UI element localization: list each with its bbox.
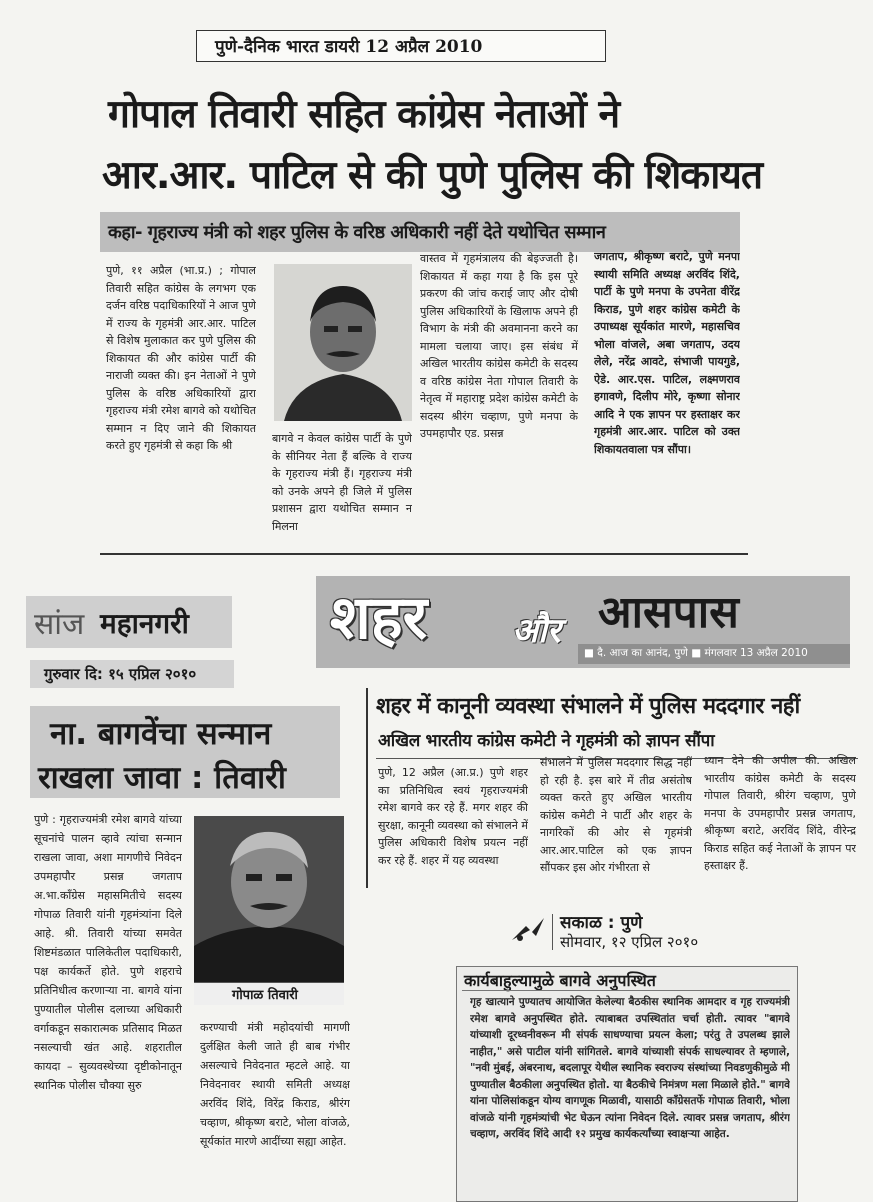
- clip3-masthead-c: आसपास: [598, 587, 739, 638]
- clip4-masthead: सकाळ : पुणे: [560, 913, 643, 933]
- clip4-date: सोमवार, १२ एप्रिल २०१०: [560, 933, 699, 951]
- clip1-bottom-rule: [100, 553, 748, 555]
- clip2-headline-line1: ना. बागवेंचा सन्मान: [50, 716, 272, 752]
- sakal-logo-icon: [510, 916, 546, 946]
- clip4-headline: कार्यबाहुल्यामुळे बागवे अनुपस्थित: [464, 971, 656, 990]
- clip1-headline-line1: गोपाल तिवारी सहित कांग्रेस नेताओं ने: [108, 92, 620, 137]
- clip2-photo: [194, 816, 344, 982]
- clip2-col1: पुणे : गृहराज्यमंत्री रमेश बागवे यांच्या सूचनांचे पालन व्हावे त्यांचा सन्मान राखला जावा, अशा मागणीचे निवेदन उपमहापौर प्रसन्न जगताप अ.भा.कॉंग्रेस महासमितीचे सदस्य गोपाळ तिवारी यांनी गृहमंत्र्यांना दिले आहे. श्री. तिवारी यांच्या समवेत शिष्टमंडळात पालिकेतील पदाधिकारी, पक्ष कार्यकर्ते होते. पुणे शहराचे प्रतिनिधीत्व करणाऱ्या ना. बागवे यांना पुण्यातील पोलीस दलाच्या अधिकारी वर्गाकडून सकारात्मक प्रतिसाद मिळत नसल्याची खंत आहे. शहरातील कायदा – सुव्यवस्थेच्या दृष्टीकोनातून स्थानिक पोलीस चौक्या सुरु: [34, 813, 182, 1092]
- clip1-col1: पुणे, ११ अप्रैल (भा.प्र.) ; गोपाल तिवारी सहित कांग्रेस के लगभग एक दर्जन वरिष्ठ पदाधिकारियों ने आज पुणे में राज्य के गृहमंत्री आर.आर. पाटिल से विशेष मुलाकात कर पुणे पुलिस की शिकायत की और कांग्रेस पार्टी की नाराजी व्यक्त की। इन नेताओं ने पुणे पुलिस के वरिष्ठ अधिकारियों द्वारा गृहराज्य मंत्री रमेश बागवे को यथोचित सम्मान न दिए जाने की शिकायत करते हुए गृहमंत्री से कहा कि श्री: [106, 264, 256, 452]
- clip4-headline-rule: [462, 990, 790, 991]
- clip2-date: गुरुवार दि: १५ एप्रिल २०१०: [44, 665, 197, 683]
- clip2-photo-caption: गोपाळ तिवारी: [232, 988, 298, 1003]
- clip3-dateline: ■ दै. आज का आनंद, पुणे ■ मंगलवार 13 अप्रैल 2010: [584, 647, 808, 659]
- clip3-subhead: अखिल भारतीय कांग्रेस कमेटी ने गृहमंत्री को ज्ञापन सौंपा: [378, 731, 715, 751]
- clip1-col4: जगताप, श्रीकृष्ण बराटे, पुणे मनपा स्थायी समिति अध्यक्ष अरविंद शिंदे, पार्टी के पुणे मनपा के उपनेता वीरेंद्र किराड, पुणे शहर कांग्रेस कमेटी के उपाध्यक्ष सूर्यकांत मारणे, महासचिव भोला वांजले, अबा जगताप, उदय लेले, नरेंद्र आवटे, संभाजी पायगुडे, ऐडे. आर.एस. पाटिल, लक्ष्मणराव हगावणे, दिलीप मोरे, कृष्णा सोनार आदि ने एक ज्ञापन पर हस्ताक्षर कर गृहमंत्री आर.आर. पाटिल को उक्त शिकायतवाला पत्र सौंपा।: [594, 250, 740, 456]
- clip1-subhead: कहा- गृहराज्य मंत्री को शहर पुलिस के वरिष्ठ अधिकारी नहीं देते यथोचित सम्मान: [108, 222, 606, 243]
- clip4-divider: [552, 914, 553, 950]
- clip3-masthead-b: और: [512, 611, 561, 651]
- clip2-masthead-b: महानगरी: [100, 607, 189, 640]
- clip2-col2: करण्याची मंत्री महोदयांची मागणी दुर्लक्षित केली जाते ही बाब गंभीर असल्याचे निवेदनात म्हटले आहे. या निवेदनावर स्थायी समिती अध्यक्ष अरविंद शिंदे, विरेंद्र किराड, श्रीरंग चव्हाण, श्रीकृष्ण बराटे, भोला वांजळे, सूर्यकांत मारणे आदींच्या सह्या आहेत.: [200, 1021, 350, 1148]
- clip3-col3: ध्यान देने की अपील की. अखिल भारतीय कांग्रेस कमेटी के सदस्य गोपाल तिवारी, श्रीरंग चव्हाण, पुणे मनपा के उपमहापौर प्रसन्न जगताप, श्रीकृष्ण बराटे, अरविंद शिंदे, वीरेन्द्र किराड सहित कई नेताओं के ज्ञापन पर हस्ताक्षर हैं.: [704, 754, 856, 872]
- clip1-col2: बागवे न केवल कांग्रेस पार्टी के पुणे के सीनियर नेता हैं बल्कि वे राज्य के गृहराज्य मंत्री हैं। गृहराज्य मंत्री को उनके अपने ही जिले में पुलिस प्रशासन द्वारा यथोचित सम्मान न मिलना: [272, 432, 412, 533]
- clip1-col3: वास्तव में गृहमंत्रालय की बेइज्जती है। शिकायत में कहा गया है कि इस पूरे प्रकरण की जांच कराई जाए और दोषी पुलिस अधिकारियों के खिलाफ अपने ही विभाग के मंत्री की अवमानना करने का मामला चलाया जाए। इस संबंध में अखिल भारतीय कांग्रेस कमेटी के सदस्य व वरिष्ठ कांग्रेस नेता गोपाल तिवारी के नेतृत्व में महाराष्ट्र प्रदेश कांग्रेस कमेटी के सदस्य श्रीरंग चव्हाण, पुणे मनपा के उपमहापौर एड. प्रसन्न: [420, 252, 578, 440]
- clip3-masthead-a: शहर: [330, 583, 428, 653]
- clip1-headline-line2: आर.आर. पाटिल से की पुणे पुलिस की शिकायत: [102, 153, 763, 198]
- clip2-masthead-a: सांज: [34, 607, 85, 642]
- clip4-body: गृह खात्याने पुण्यातच आयोजित केलेल्या बैठकीस स्थानिक आमदार व गृह राज्यमंत्री रमेश बागवे अनुपस्थित होते. त्याबाबत उपस्थितांत चर्चा होती. त्यावर "बागवे यांच्याशी दूरध्वनीवरून मी संपर्क साधण्याचा प्रयत्न केला; परंतु ते उपलब्ध झाले नाहीत," असे पाटील यांनी सांगितले. बागवे यांच्याशी संपर्क साधल्यावर ते म्हणाले, "नवी मुंबई, अंबरनाथ, बदलापूर येथील स्थानिक स्वराज्य संस्थांच्या निवडणुकीमुळे मी पुण्यातील बैठकीला अनुपस्थित होतो. या बैठकीचे निमंत्रण मला मिळाले होते." बागवे यांना पोलिसांकडून योग्य वागणूक मिळावी, यासाठी कॉंग्रेसतर्फे गोपाळ तिवारी, भोला वांजळे यांनी गृहमंत्र्यांची भेट घेऊन त्यांना निवेदन दिले. त्यावर प्रसन्न जगताप, श्रीरंग चव्हाण, अरविंद शिंदे आदी १२ प्रमुख कार्यकर्त्यांच्या स्वाक्षऱ्या आहेत.: [470, 996, 790, 1140]
- clip3-col1: पुणे, 12 अप्रैल (आ.प्र.) पुणे शहर का प्रतिनिधित्व स्वयं गृहराज्यमंत्री रमेश बागवे कर रहे हैं. मगर शहर की सुरक्षा, कानूनी व्यवस्था को संभालने में पुलिस अधिकारी विशेष प्रयत्न नहीं कर रहे हैं. शहर में यह व्यवस्था: [378, 766, 528, 867]
- clip1-header: पुणे-दैनिक भारत डायरी 12 अप्रैल 2010: [215, 37, 483, 57]
- clip2-headline-line2: राखला जावा : तिवारी: [38, 760, 286, 796]
- clip3-col2: संभालने में पुलिस मददगार सिद्ध नहीं हो रही है. इस बारे में तीव्र असंतोष व्यक्त करते हुए अखिल भारतीय कांग्रेस कमेटी ने पार्टी और शहर के नागरिकों की ओर से गृहमंत्री आर.आर.पाटिल को एक ज्ञापन सौंपकर इस ओर गंभीरता से: [540, 756, 692, 874]
- clip1-photo-gopal-tiwari: [274, 264, 412, 421]
- clip3-headline: शहर में कानूनी व्यवस्था संभालने में पुलिस मददगार नहीं: [376, 694, 800, 719]
